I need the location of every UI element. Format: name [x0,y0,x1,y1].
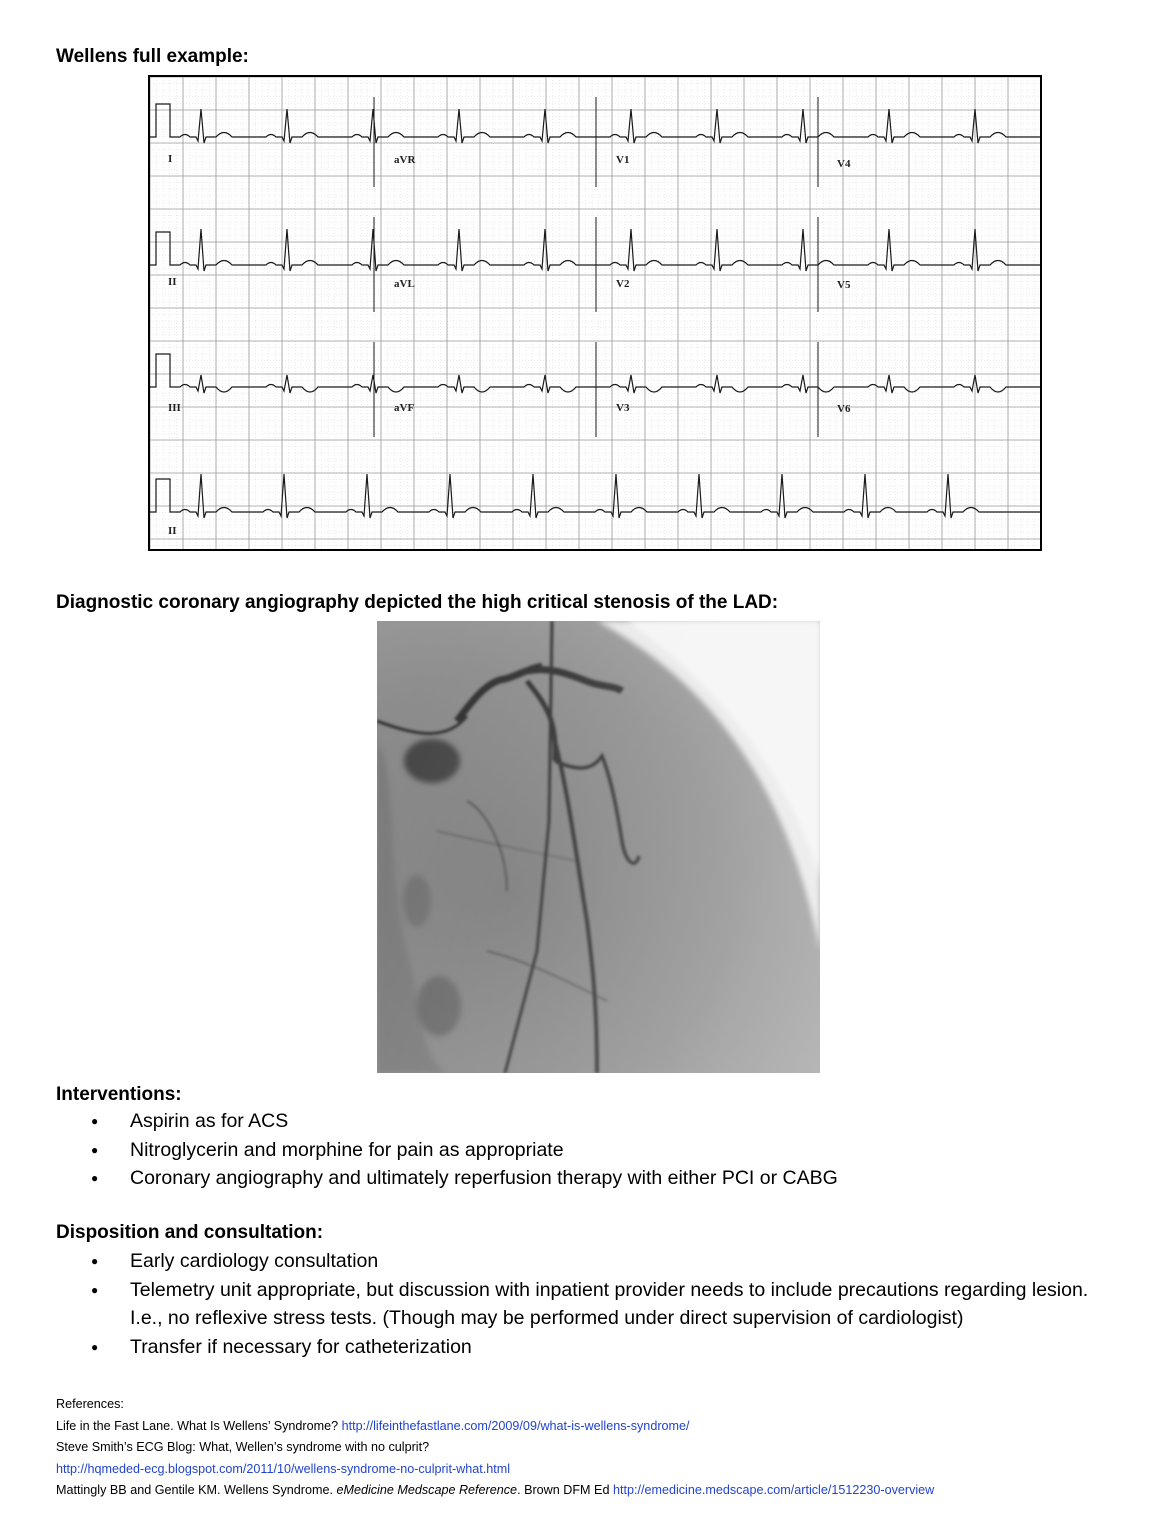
lead-label: V6 [837,403,851,415]
list-item-line: I.e., no reflexive stress tests. (Though may be performed under direct supervision of cardiologist) [130,1307,964,1329]
list-item [86,1276,1167,1333]
reference-2-link-line [56,1459,934,1481]
lead-label: V5 [837,279,851,291]
reference-link[interactable]: http://lifeinthefastlane.com/2009/09/what-is-wellens-syndrome/ [341,1418,690,1433]
reference-journal: eMedicine Medscape Reference [336,1483,518,1497]
list-item: ● Coronary angiography and ultimately reperfusion therapy with either PCI or CABG [86,1164,1167,1193]
interventions-heading: Interventions: [56,1084,182,1105]
angiography-image [377,621,820,1073]
lead-label: I [168,153,173,165]
ecg-heading: Wellens full example: [56,46,249,67]
lead-label: aVF [394,402,415,414]
lead-label: III [168,402,181,414]
list-item: ● Nitroglycerin and morphine for pain as appropriate [86,1136,1167,1165]
reference-2 [56,1437,934,1459]
disposition-list [86,1247,1167,1361]
references-label: References: [56,1397,124,1411]
list-item: ● Aspirin as for ACS [86,1107,1167,1136]
reference-3 [56,1480,934,1502]
lead-label: II [168,525,177,537]
lead-label: aVL [394,278,415,290]
lead-label: V2 [616,278,630,290]
reference-link[interactable]: http://emedicine.medscape.com/article/1512230-overview [612,1483,935,1497]
reference-text: . Brown DFM Ed [517,1483,613,1497]
lead-label: aVR [394,154,416,166]
list-item: ● Early cardiology consultation [86,1247,1167,1276]
lead-label: II [168,276,177,288]
lead-label: V3 [616,402,630,414]
list-item: ● Transfer if necessary for catheterization [86,1333,1167,1362]
reference-1 [56,1416,934,1438]
reference-text: Mattingly BB and Gentile KM. Wellens Syndrome. [56,1483,337,1497]
lead-label: V4 [837,158,851,170]
ecg-tracing [148,75,1042,551]
reference-text: Life in the Fast Lane. What Is Wellens’ Syndrome? [56,1418,342,1433]
ecg-trace [150,474,1040,518]
reference-text: Steve Smith’s ECG Blog: What, Wellen’s syndrome with no culprit? [56,1440,430,1454]
references [56,1394,934,1502]
list-item-line: Telemetry unit appropriate, but discussion with inpatient provider needs to include precautions regarding lesion. [130,1278,1089,1301]
interventions-list [86,1107,1167,1193]
lead-label: V1 [616,154,630,166]
disposition-heading: Disposition and consultation: [56,1222,324,1243]
ecg-traces [150,97,1040,518]
angiography-heading: Diagnostic coronary angiography depicted the high critical stenosis of the LAD: [56,592,779,613]
reference-link[interactable]: http://hqmeded-ecg.blogspot.com/2011/10/wellens-syndrome-no-culprit-what.html [56,1461,511,1476]
